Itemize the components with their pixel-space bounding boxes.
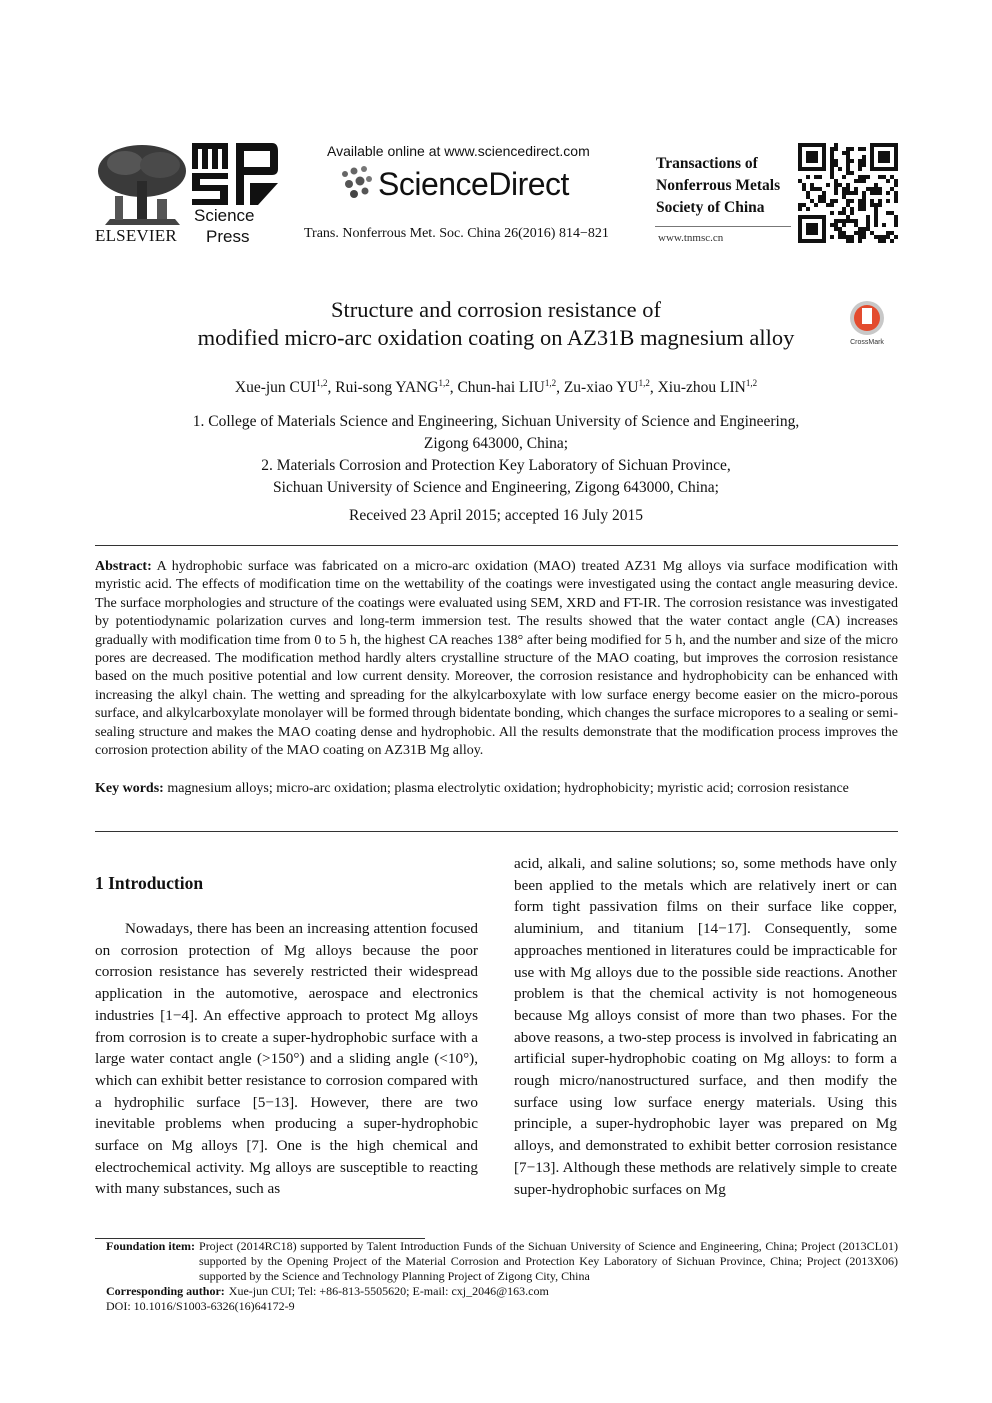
title-line2: modified micro-arc oxidation coating on AZ31B magnesium alloy (197, 325, 795, 350)
author-affiliation-marker: 1,2 (544, 378, 557, 388)
author-affiliation-marker: 1,2 (638, 378, 650, 388)
affiliation-line1: 1. College of Materials Science and Engineering, Sichuan University of Science and Engineering, (192, 413, 800, 430)
author-affiliation-marker: 1,2 (438, 378, 450, 388)
available-online-text: Available online at www.sciencedirect.com (327, 143, 590, 159)
author-affiliation-marker: 1,2 (745, 378, 758, 388)
author-separator: , (449, 379, 458, 397)
footnotes (106, 1239, 898, 1314)
section-heading-introduction: 1 Introduction (95, 873, 204, 893)
corresponding-label: Corresponding author: (106, 1284, 225, 1298)
author-list (96, 378, 896, 397)
foundation-item (106, 1239, 898, 1284)
foundation-label: Foundation item: (106, 1239, 196, 1253)
abstract (95, 558, 898, 760)
foundation-text: Project (2014RC18) supported by Talent Introduction Funds of the Sichuan University of Science and Engineering, China; Project (2013CL01) supported by the Opening Project of the Material Corrosion and Protection Key Laboratory of Sichuan Province, China; Project (2013X06) supported by the Science and Technology Planning Project of Zigong City, China (199, 1239, 898, 1283)
affiliations (96, 411, 896, 499)
elsevier-wordmark: ELSEVIER (95, 226, 177, 245)
journal-citation: Trans. Nonferrous Met. Soc. China 26(2016) 814−821 (304, 226, 609, 241)
sciencedirect-wordmark: ScienceDirect (378, 166, 569, 202)
abstract-bottom-rule (95, 831, 898, 832)
journal-name-line2: Nonferrous Metals (656, 177, 781, 194)
science-press-wordmark (194, 205, 274, 247)
affiliation-line4: Sichuan University of Science and Engineering, Zigong 643000, China; (273, 479, 719, 496)
science-press-logo (192, 143, 278, 207)
journal-name-line1: Transactions of (656, 155, 758, 172)
crossmark-label: CrossMark (850, 339, 884, 346)
journal-divider (655, 226, 791, 227)
sciencedirect-dots-icon (340, 164, 372, 204)
journal-name-line3: Society of China (656, 199, 765, 216)
abstract-top-rule (95, 545, 898, 546)
qr-code-icon (797, 143, 899, 243)
title-line1: Structure and corrosion resistance of (331, 297, 661, 322)
author-name: Zu-xiao YU (563, 379, 639, 397)
corresponding-author (106, 1284, 898, 1299)
body-right-column: acid, alkali, and saline solutions; so, some methods have only been applied to the metals which are relatively inert or can form tight passivation films on their surface like copper, aluminium, and titanium [14−17]. Consequently, some approaches mentioned in literatures could be impracticable for use with Mg alloys due to the possible side reactions. Another problem is that the chemical activity is not homogeneous because Mg alloys consist of more than two phases. For the above reasons, a two-step process is involved in fabricating an artificial super-hydrophobic coating on Mg alloys: to form a rough micro/nanostructured surface, and then modify the surface using low surface energy materials. Using this principle, a super-hydrophobic layer was prepared on Mg alloys, and demonstrated to exhibit better corrosion resistance [7−13]. Although these methods are relatively simple to create super-hydrophobic surfaces on Mg (514, 855, 897, 1198)
article-title (120, 296, 872, 352)
corresponding-text: Xue-jun CUI; Tel: +86-813-5505620; E-mail: cxj_2046@163.com (228, 1284, 549, 1298)
author-separator: , (327, 379, 336, 397)
author-name: Chun-hai LIU (457, 379, 545, 397)
science-press-line2: Press (206, 227, 250, 246)
doi: DOI: 10.1016/S1003-6326(16)64172-9 (106, 1299, 295, 1313)
affiliation-line3: 2. Materials Corrosion and Protection Key Laboratory of Sichuan Province, (261, 457, 731, 474)
keywords-text: magnesium alloys; micro-arc oxidation; plasma electrolytic oxidation; hydrophobicity; myristic acid; corrosion resistance (163, 781, 849, 796)
author-name: Xiu-zhou LIN (657, 379, 746, 397)
author-name: Xue-jun CUI (234, 379, 317, 397)
crossmark-icon[interactable] (843, 298, 891, 346)
author-name: Rui-song YANG (335, 379, 439, 397)
journal-url: www.tnmsc.cn (658, 232, 724, 244)
science-press-line1: Science (194, 206, 255, 225)
body-left-column: Nowadays, there has been an increasing attention focused on corrosion protection of Mg alloys because the poor corrosion resistance has severely restricted their widespread application in the automotive, aerospace and electronics industries [1−4]. An effective approach to protect Mg alloys from corrosion is to create a super-hydrophobic surface with a large water contact angle (>150°) and a sliding angle (<10°), which can exhibit better resistance to corrosion compared with a hydrophilic surface [5−13]. However, there are two inevitable problems when producing a super-hydrophobic surface on Mg alloys [7]. One is the high chemical and electrochemical activity. Mg alloys are susceptible to reacting with many substances, such as (95, 920, 478, 1198)
keywords (95, 780, 898, 798)
received-dates: Received 23 April 2015; accepted 16 July 2015 (348, 507, 643, 524)
abstract-text: A hydrophobic surface was fabricated on a micro-arc oxidation (MAO) treated AZ31 Mg alloys via surface modification with myristic acid. The effects of modification time on the wettability of the coatings were investigated using the contact angle measuring device. The surface morphologies and structure of the coatings were evaluated using SEM, XRD and FT-IR. The corrosion resistance was investigated by potentiodynamic polarization curves and long-term immersion test. The results showed that the water contact angle (CA) increases gradually with modification time from 0 to 5 h, the highest CA reaches 138° after being modified for 5 h, and the number and size of the micro pores are decreased. The modification method hardly alters crystalline structure of the MAO coating, but improves the corrosion resistance based on the much positive potential and low current density. Moreover, the corrosion resistance and hydrophobicity can be enhanced with increasing the alkyl chain. The wetting and spreading for the alkylcarboxylate with low surface energy become easier on the micro-porous surface, and alkylcarboxylate monolayer will be formed through bidentate bonding, which changes the surface micropores to a sealing or semi-sealing structure and makes the MAO coating dense and hydrophobic. All the results demonstrate that the modification process improves the corrosion protection ability of the MAO coating on AZ31B Mg alloy. (95, 559, 898, 759)
author-separator: , (556, 379, 564, 397)
abstract-label: Abstract: (95, 559, 152, 574)
keywords-label: Key words: (95, 781, 164, 796)
author-affiliation-marker: 1,2 (316, 378, 328, 388)
journal-name (656, 153, 796, 219)
author-separator: , (649, 379, 658, 397)
affiliation-line2: Zigong 643000, China; (423, 435, 569, 452)
